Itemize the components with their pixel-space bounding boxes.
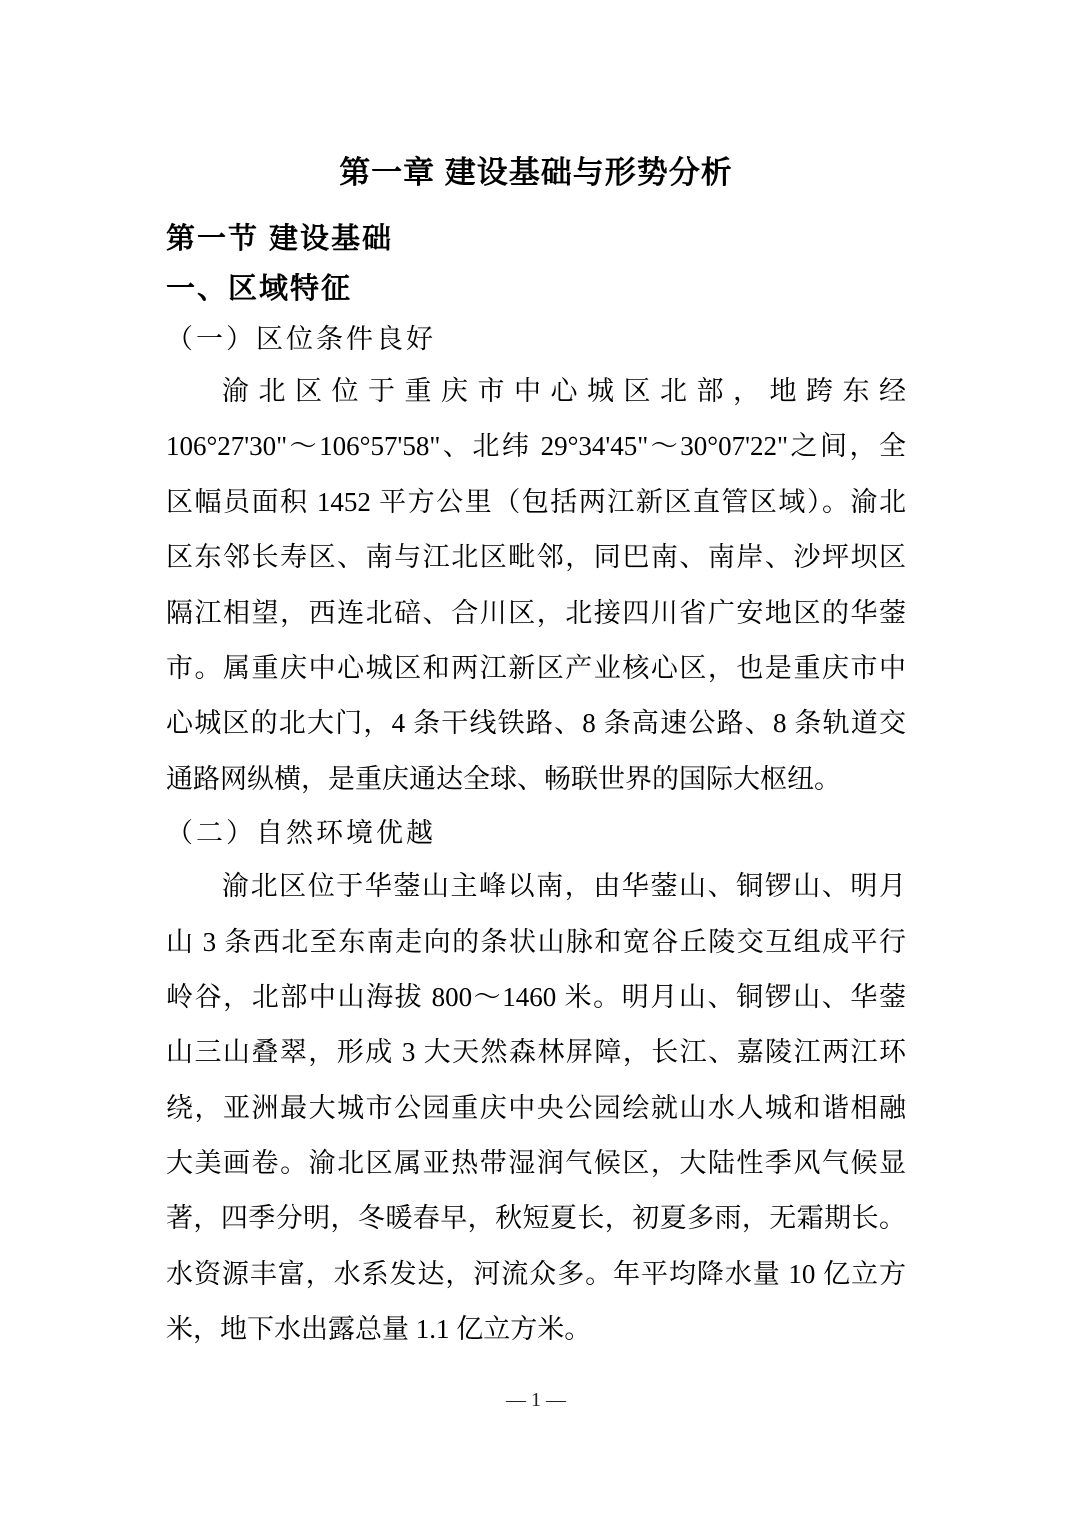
paragraph-line: 心城区的北大门，4 条干线铁路、8 条高速公路、8 条轨道交 xyxy=(166,708,906,739)
paragraph-line: 绕，亚洲最大城市公园重庆中央公园绘就山水人城和谐相融 xyxy=(166,1092,906,1123)
paragraph-line: 山 3 条西北至东南走向的条状山脉和宽谷丘陵交互组成平行 xyxy=(166,926,906,957)
page-title: 第一章 建设基础与形势分析 xyxy=(339,155,733,190)
paragraph-line: 隔江相望，西连北碚、合川区，北接四川省广安地区的华蓥 xyxy=(166,597,906,628)
page-number: — 1 — xyxy=(506,1388,566,1411)
paragraph-line: 通路网纵横，是重庆通达全球、畅联世界的国际大枢纽。 xyxy=(166,763,841,794)
paragraph-line: 著，四季分明，冬暖春早，秋短夏长，初夏多雨，无霜期长。 xyxy=(166,1203,906,1234)
paragraph-line: 岭谷，北部中山海拔 800～1460 米。明月山、铜锣山、华蓥 xyxy=(166,981,906,1012)
item2-heading: （二）自然环境优越 xyxy=(166,818,436,849)
paragraph-line: 米，地下水出露总量 1.1 亿立方米。 xyxy=(166,1314,592,1345)
paragraph-line: 106°27'30"～106°57'58"、北纬 29°34'45"～30°07'22"之间，全 xyxy=(166,431,906,462)
paragraph-line: 市。属重庆中心城区和两江新区产业核心区，也是重庆市中 xyxy=(166,652,906,683)
paragraph-1 xyxy=(166,364,906,807)
paragraph-line: 区幅员面积 1452 平方公里（包括两江新区直管区域）。渝北 xyxy=(166,486,906,517)
subsection-heading: 一、区域特征 xyxy=(166,273,353,305)
paragraph-line: 渝北区位于重庆市中心城区北部，地跨东经 xyxy=(222,376,906,406)
item1-heading: （一）区位条件良好 xyxy=(166,324,436,354)
paragraph-line: 山三山叠翠，形成 3 大天然森林屏障，长江、嘉陵江两江环 xyxy=(166,1037,906,1068)
paragraph-line: 大美画卷。渝北区属亚热带湿润气候区，大陆性季风气候显 xyxy=(166,1148,906,1179)
paragraph-2 xyxy=(166,859,906,1358)
paragraph-line: 渝北区位于华蓥山主峰以南，由华蓥山、铜锣山、明月 xyxy=(222,871,906,902)
section-heading: 第一节 建设基础 xyxy=(166,223,394,255)
paragraph-line: 区东邻长寿区、南与江北区毗邻，同巴南、南岸、沙坪坝区 xyxy=(166,542,906,573)
paragraph-line: 水资源丰富，水系发达，河流众多。年平均降水量 10 亿立方 xyxy=(166,1258,906,1289)
